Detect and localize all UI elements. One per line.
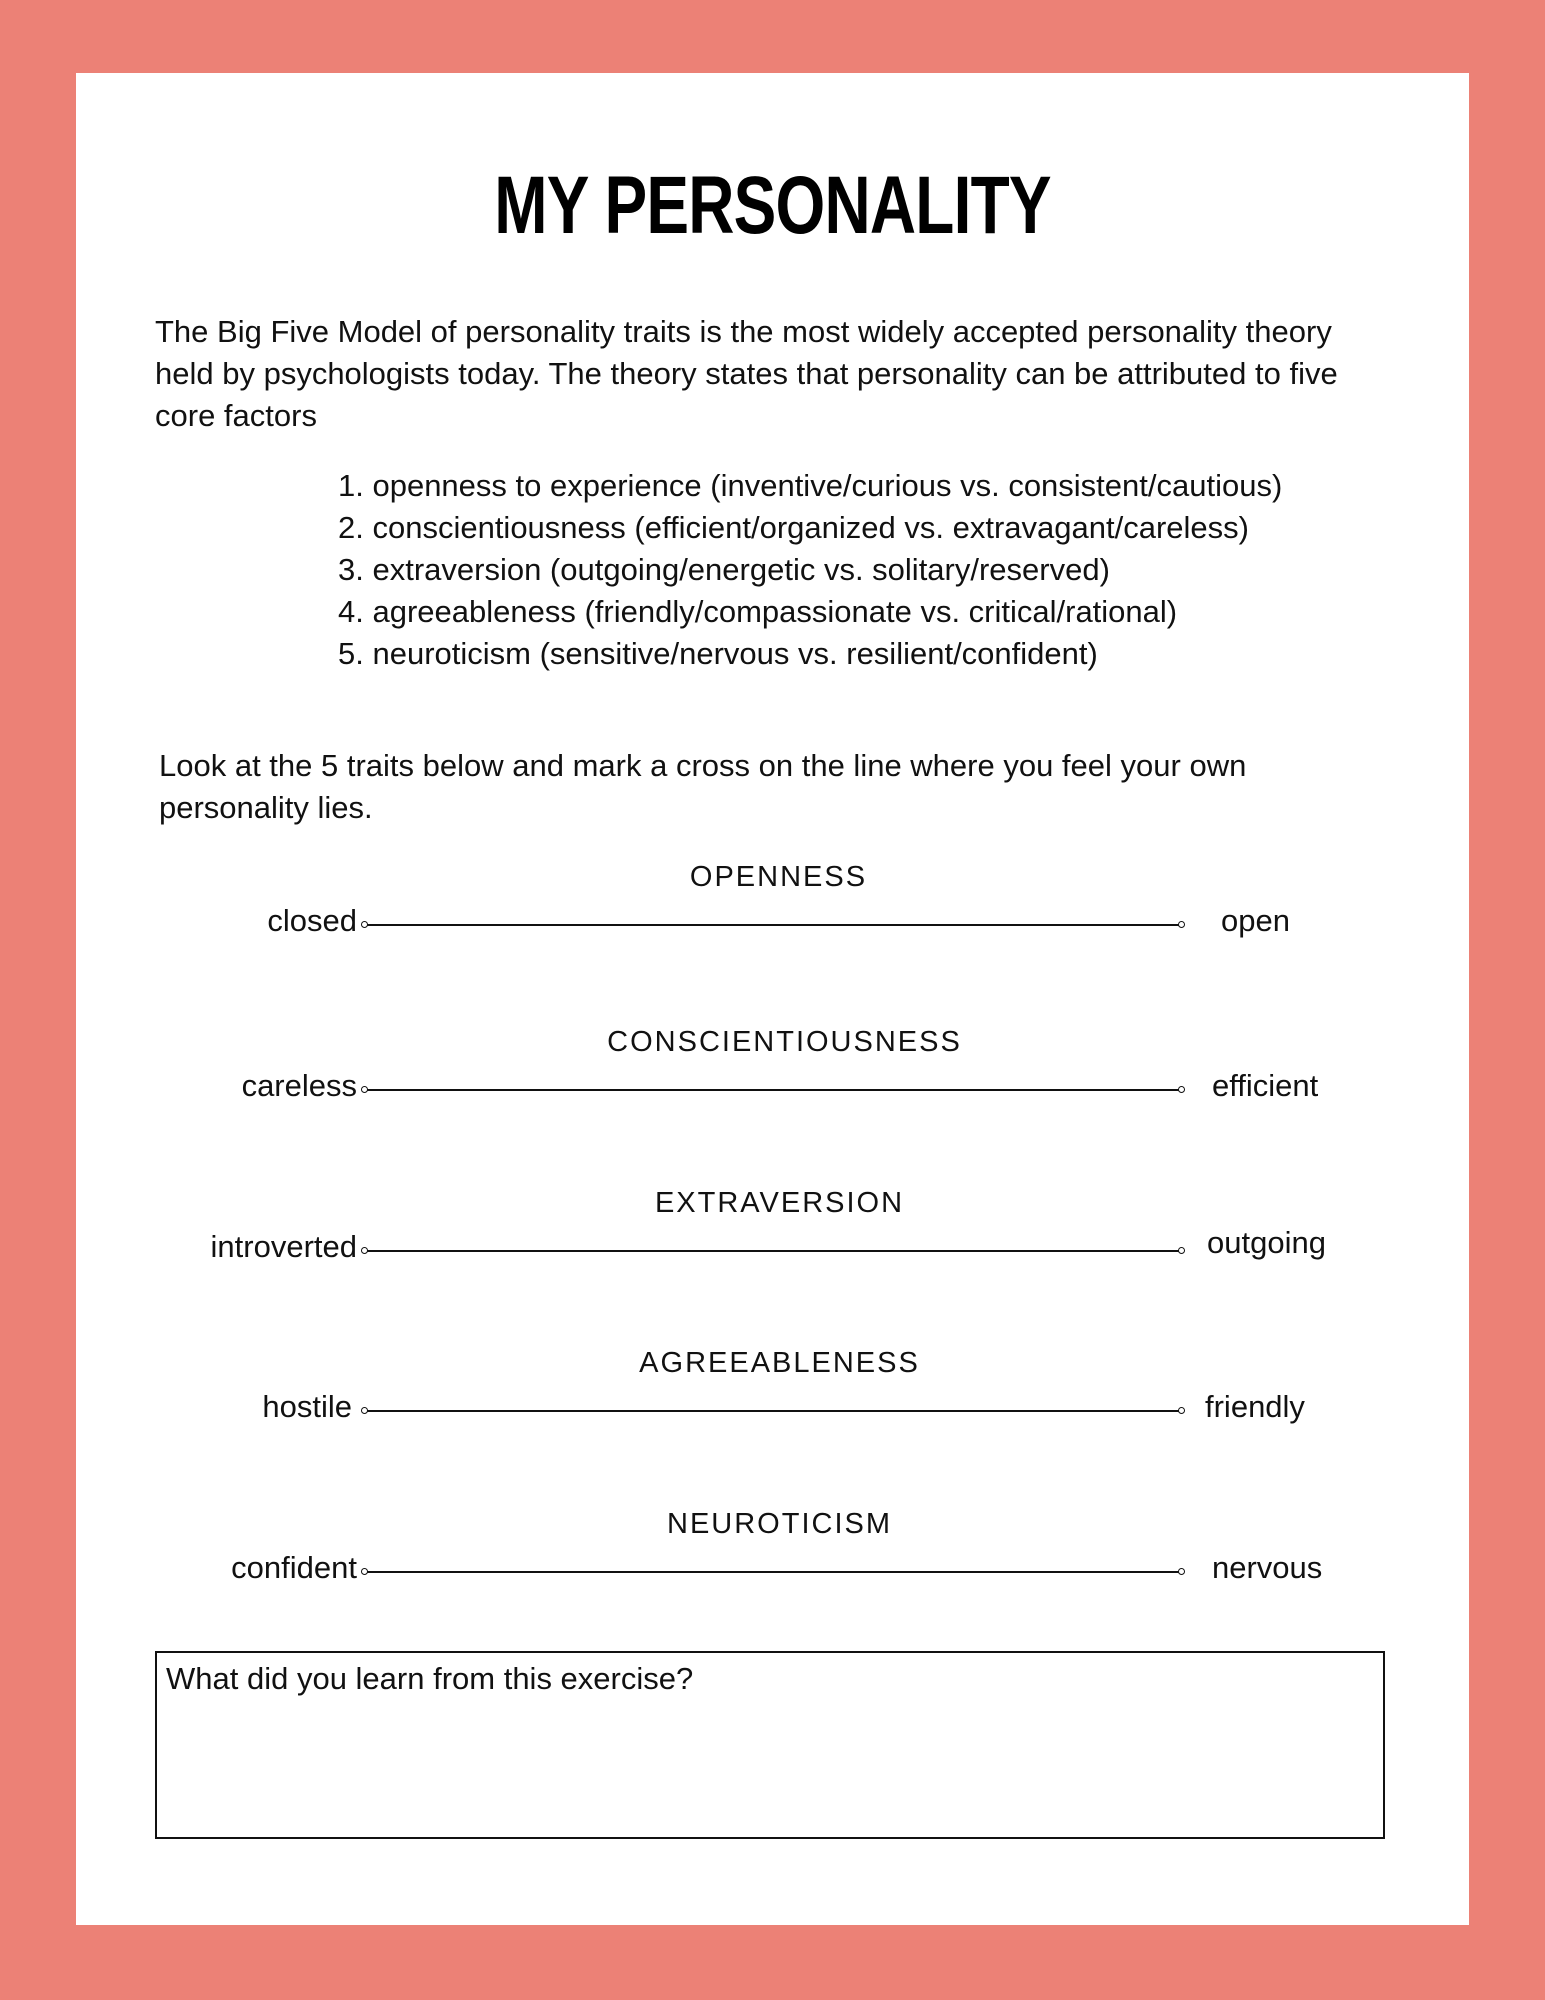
scale-endpoint-left-icon [361, 921, 368, 928]
trait-scale-line[interactable] [363, 1568, 1183, 1576]
trait-title: AGREEABLENESS [639, 1347, 920, 1379]
trait-extraversion [76, 1185, 1469, 1295]
trait-scale-line[interactable] [363, 1086, 1183, 1094]
scale-line [367, 924, 1179, 926]
trait-low-label: confident [231, 1550, 357, 1585]
factor-item: 4. agreeableness (friendly/compassionate vs. critical/rational) [338, 594, 1178, 629]
scale-line [367, 1250, 1179, 1252]
scale-line [367, 1410, 1179, 1412]
scale-endpoint-right-icon [1178, 1086, 1185, 1093]
scale-endpoint-left-icon [361, 1568, 368, 1575]
trait-agreeableness [76, 1345, 1469, 1455]
trait-low-label: careless [241, 1068, 357, 1103]
scale-line [367, 1089, 1179, 1091]
factor-item: 3. extraversion (outgoing/energetic vs. solitary/reserved) [338, 552, 1110, 587]
trait-scale-line[interactable] [363, 1247, 1183, 1255]
trait-high-label: friendly [1205, 1389, 1305, 1424]
scale-endpoint-right-icon [1178, 1568, 1185, 1575]
trait-low-label: hostile [262, 1389, 352, 1424]
scale-endpoint-left-icon [361, 1407, 368, 1414]
scale-endpoint-right-icon [1178, 1247, 1185, 1254]
factor-item: 2. conscientiousness (efficient/organized vs. extravagant/careless) [338, 510, 1249, 545]
trait-scale-line[interactable] [363, 1407, 1183, 1415]
instructions: Look at the 5 traits below and mark a cross on the line where you feel your own personality lies. [159, 748, 1247, 825]
trait-openness [76, 859, 1469, 969]
trait-low-label: closed [267, 903, 357, 938]
scale-endpoint-right-icon [1178, 921, 1185, 928]
trait-scale-line[interactable] [363, 921, 1183, 929]
trait-title: NEUROTICISM [667, 1508, 892, 1540]
trait-conscientiousness [76, 1024, 1469, 1134]
page-title: MY PERSONALITY [494, 160, 1051, 251]
trait-low-label: introverted [210, 1229, 357, 1264]
trait-title: OPENNESS [689, 861, 868, 893]
scale-endpoint-left-icon [361, 1086, 368, 1093]
trait-high-label: outgoing [1207, 1225, 1326, 1260]
worksheet-page [76, 73, 1469, 1925]
trait-neuroticism [76, 1506, 1469, 1616]
factor-item: 1. openness to experience (inventive/curious vs. consistent/cautious) [338, 468, 1283, 503]
trait-title: CONSCIENTIOUSNESS [607, 1026, 962, 1058]
scale-endpoint-right-icon [1178, 1407, 1185, 1414]
reflection-prompt: What did you learn from this exercise? [166, 1661, 694, 1696]
factor-list [338, 465, 1282, 675]
intro-paragraph: The Big Five Model of personality traits is the most widely accepted personality theory held by psychologists today. The theory states that personality can be attributed to five core factors [155, 314, 1338, 433]
scale-line [367, 1571, 1179, 1573]
scale-endpoint-left-icon [361, 1247, 368, 1254]
trait-high-label: open [1221, 903, 1290, 938]
reflection-answer-box[interactable] [155, 1651, 1385, 1839]
factor-item: 5. neuroticism (sensitive/nervous vs. resilient/confident) [338, 636, 1098, 671]
trait-high-label: efficient [1212, 1068, 1319, 1103]
trait-title: EXTRAVERSION [654, 1187, 905, 1219]
trait-high-label: nervous [1212, 1550, 1323, 1585]
